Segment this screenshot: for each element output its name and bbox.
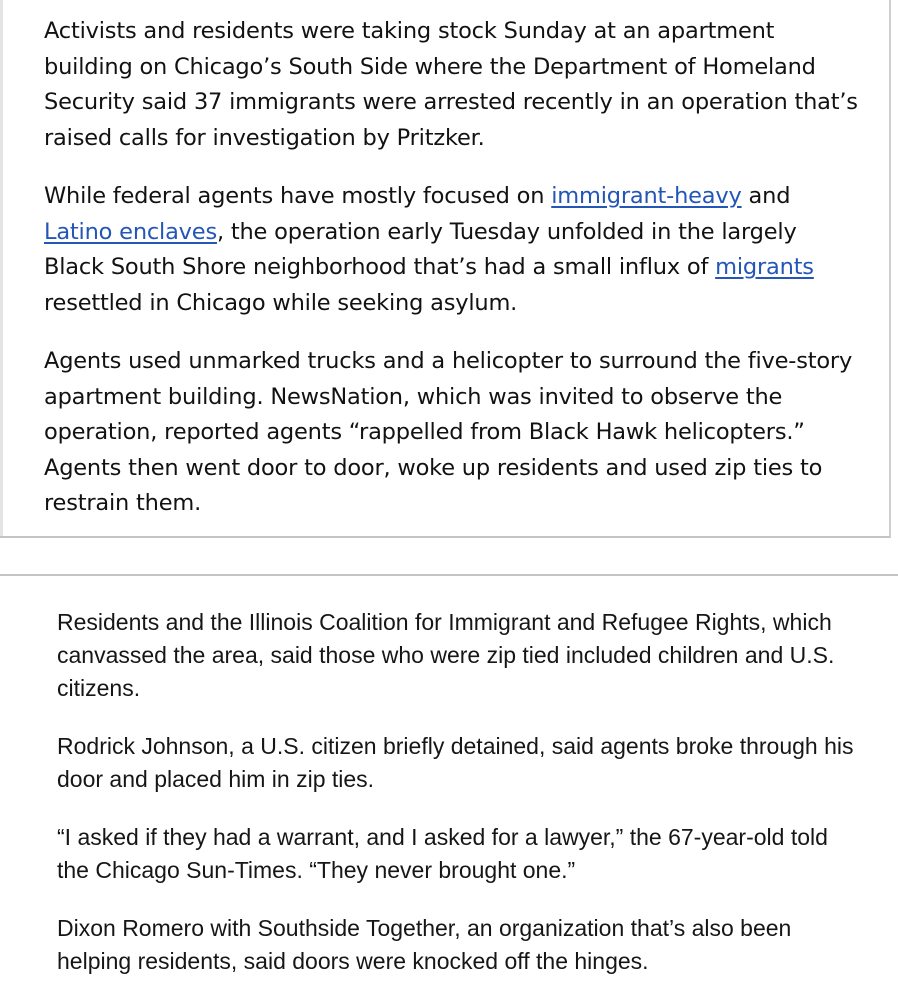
latino-enclaves-link[interactable]: Latino enclaves — [44, 218, 217, 245]
paragraph-4: Residents and the Illinois Coalition for Immigrant and Refugee Rights, which canvassed the area, said those who were zip tied included children and U.S. citizens. — [57, 609, 835, 701]
paragraph-3: Agents used unmarked trucks and a helicopter to surround the five-story apartment building. NewsNation, which was invited to observe the operation, reported agents “rappelled from Black Hawk helicopters.” Agents then went door to door, woke up residents and used zip ties to restrain them. — [44, 348, 853, 516]
paragraph-2 — [44, 179, 859, 321]
article-bottom-text — [57, 606, 857, 1000]
paragraph-2-part-2: and — [741, 183, 791, 209]
card-gap — [0, 540, 898, 576]
paragraph-6: “I asked if they had a warrant, and I asked for a lawyer,” the 67-year-old told the Chicago Sun-Times. “They never brought one.” — [57, 824, 828, 883]
paragraph-1: Activists and residents were taking stock Sunday at an apartment building on Chicago’s South Side where the Department of Homeland Security said 37 immigrants were arrested recently in an operation that’s raised calls for investigation by Pritzker. — [44, 18, 858, 151]
paragraph-5: Rodrick Johnson, a U.S. citizen briefly detained, said agents broke through his door and placed him in zip ties. — [57, 733, 854, 792]
paragraph-2-part-1: While federal agents have mostly focused on — [44, 183, 552, 209]
immigrant-heavy-link[interactable]: immigrant-heavy — [551, 183, 742, 209]
paragraph-2-part-3: , the operation early Tuesday unfolded in the largely Black South Shore neighborhood that’s had a small influx of — [44, 218, 797, 280]
article-top-text — [44, 14, 859, 545]
card-edge — [0, 0, 3, 536]
paragraph-7: Dixon Romero with Southside Together, an organization that’s also been helping residents, said doors were knocked off the hinges. — [57, 915, 792, 974]
migrants-link[interactable]: migrants — [715, 254, 814, 280]
paragraph-2-part-4: resettled in Chicago while seeking asylum. — [44, 289, 518, 316]
